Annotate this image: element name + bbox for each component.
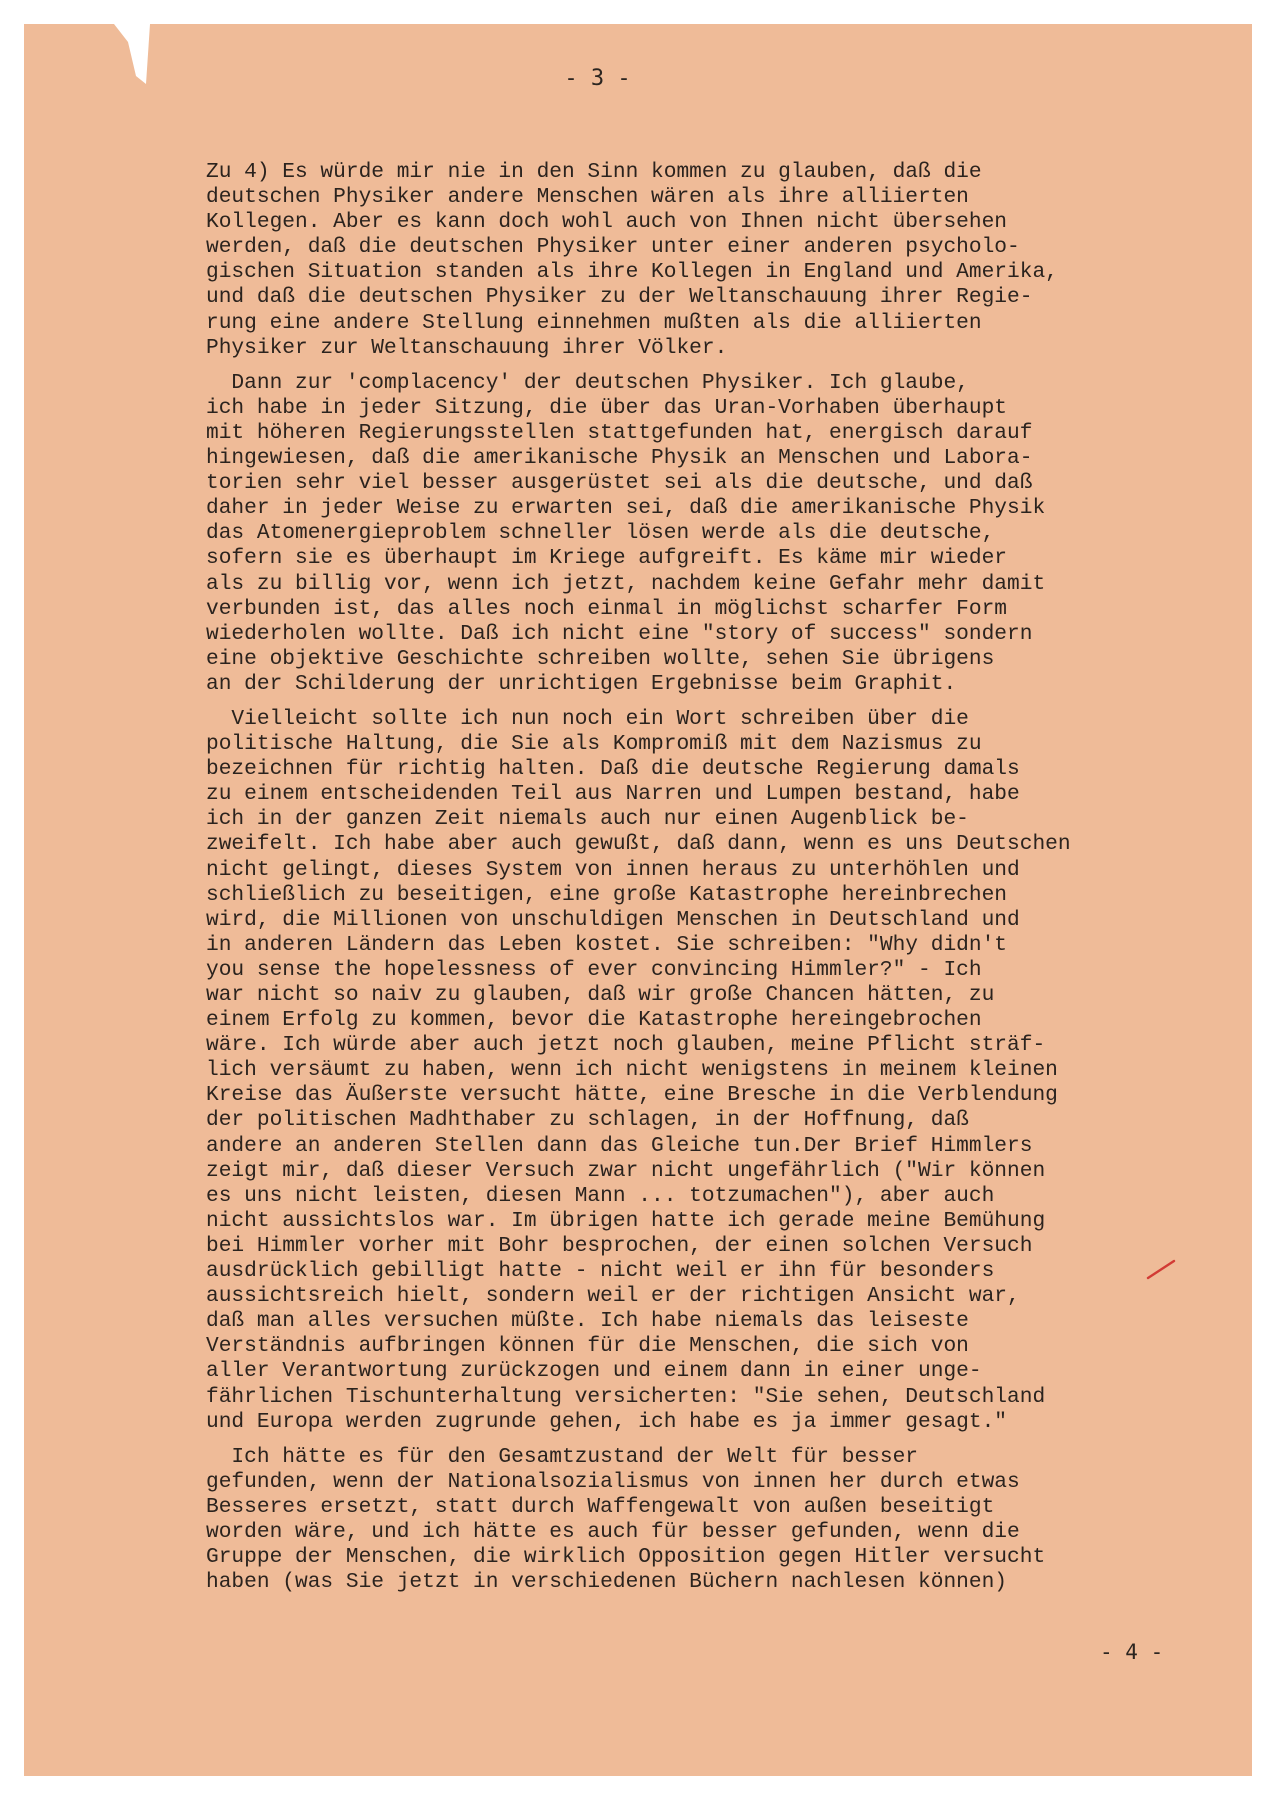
text-line: daß man alles versuchen müßte. Ich habe niemals das leiseste [206, 1309, 969, 1334]
text-line: mit höheren Regierungsstellen stattgefunden hat, energisch darauf [206, 420, 1033, 445]
text-line: zu einem entscheidenden Teil aus Narren und Lumpen bestand, habe [206, 782, 1020, 807]
text-line: schließlich zu beseitigen, eine große Katastrophe hereinbrechen [206, 882, 1008, 907]
text-line: gischen Situation standen als ihre Kollegen in England und Amerika, [206, 260, 1058, 285]
text-line: deutschen Physiker andere Menschen wären als ihre alliierten [206, 185, 969, 210]
text-line: politische Haltung, die Sie als Kompromiß mit dem Nazismus zu [206, 732, 982, 757]
text-line: Zu 4) Es würde mir nie in den Sinn kommen zu glauben, daß die [206, 160, 982, 184]
text-line: war nicht so naiv zu glauben, daß wir große Chancen hätten, zu [206, 983, 995, 1007]
text-line: Dann zur 'complacency' der deutschen Physiker. Ich glaube, [206, 370, 969, 395]
text-line: nicht aussichtslos war. Im übrigen hatte ich gerade meine Bemühung [206, 1208, 1046, 1233]
text-line: Vielleicht sollte ich nun noch ein Wort schreiben über die [206, 706, 969, 731]
text-line: Kollegen. Aber es kann doch wohl auch von Ihnen nicht übersehen [206, 210, 1008, 235]
text-line: lich versäumt zu haben, wenn ich nicht wenigstens in meinem kleinen [206, 1058, 1058, 1083]
text-line: worden wäre, und ich hätte es auch für besser gefunden, wenn die [206, 1519, 1020, 1544]
text-line: nicht gelingt, dieses System von innen heraus zu unterhöhlen und [206, 857, 1020, 882]
text-line: haben (was Sie jetzt in verschiedenen Büchern nachlesen können) [206, 1570, 1008, 1595]
paragraph-3 [206, 707, 1216, 1435]
text-line: bei Himmler vorher mit Bohr besprochen, der einen solchen Versuch [206, 1233, 1033, 1258]
text-line: ich in der ganzen Zeit niemals auch nur einen Augenblick be- [206, 807, 969, 832]
text-line: hingewiesen, daß die amerikanische Physik an Menschen und Labora- [206, 446, 1033, 471]
text-line: werden, daß die deutschen Physiker unter einer anderen psycholo- [206, 235, 1020, 260]
text-line: wiederholen wollte. Daß ich nicht eine "story of success" sondern [206, 621, 1033, 646]
text-line: das Atomenergieproblem schneller lösen werde als die deutsche, [206, 521, 995, 546]
text-line: eine objektive Geschichte schreiben wollte, sehen Sie übrigens [206, 646, 995, 671]
text-line: Physiker zur Weltanschauung ihrer Völker. [206, 335, 728, 360]
text-line: als zu billig vor, wenn ich jetzt, nachdem keine Gefahr mehr damit [206, 571, 1046, 596]
text-line: und daß die deutschen Physiker zu der Weltanschauung ihrer Regie- [206, 285, 1033, 310]
letter-body [206, 160, 1216, 1595]
text-line: ausdrücklich gebilligt hatte - nicht weil er ihn für besonders [206, 1259, 995, 1284]
text-line: daher in jeder Weise zu erwarten sei, daß die amerikanische Physik [206, 496, 1046, 521]
text-line: sofern sie es überhaupt im Kriege aufgreift. Es käme mir wieder [206, 546, 1008, 571]
text-line: aller Verantwortung zurückzogen und einem dann in einer unge- [206, 1359, 982, 1384]
text-line: Gruppe der Menschen, die wirklich Opposition gegen Hitler versucht [206, 1545, 1046, 1570]
text-line: Ich hätte es für den Gesamtzustand der Welt für besser [206, 1444, 919, 1469]
text-line: torien sehr viel besser ausgerüstet sei als die deutsche, und daß [206, 471, 1033, 496]
text-line: es uns nicht leisten, diesen Mann ... totzumachen"), aber auch [206, 1183, 995, 1208]
text-line: der politischen Madhthaber zu schlagen, in der Hoffnung, daß [206, 1108, 969, 1133]
continuation-marker: - 4 - [1100, 1640, 1164, 1664]
text-line: einem Erfolg zu kommen, bevor die Katastrophe hereingebrochen [206, 1008, 982, 1033]
paragraph-2 [206, 371, 1216, 697]
text-line: rung eine andere Stellung einnehmen mußten als die alliierten [206, 310, 982, 335]
text-line: ich habe in jeder Sitzung, die über das Uran-Vorhaben überhaupt [206, 395, 1008, 420]
text-line: an der Schilderung der unrichtigen Ergebnisse beim Graphit. [206, 671, 957, 696]
red-pen-mark [1146, 1258, 1176, 1280]
text-line: fährlichen Tischunterhaltung versicherten: "Sie sehen, Deutschland [206, 1384, 1046, 1409]
text-line: gefunden, wenn der Nationalsozialismus von innen her durch etwas [206, 1469, 1020, 1494]
text-line: und Europa werden zugrunde gehen, ich habe es ja immer gesagt." [206, 1409, 1008, 1434]
text-line: in anderen Ländern das Leben kostet. Sie schreiben: "Why didn't [206, 932, 1008, 957]
paragraph-4 [206, 1445, 1216, 1596]
text-line: Besseres ersetzt, statt durch Waffengewalt von außen beseitigt [206, 1494, 995, 1519]
paragraph-1 [206, 160, 1216, 361]
text-line: zweifelt. Ich habe aber auch gewußt, daß dann, wenn es uns Deutschen [206, 832, 1071, 857]
text-line: verbunden ist, das alles noch einmal in möglichst scharfer Form [206, 596, 1008, 621]
text-line: aussichtsreich hielt, sondern weil er der richtigen Ansicht war, [206, 1284, 1020, 1309]
text-line: Kreise das Äußerste versucht hätte, eine Bresche in die Verblendung [206, 1083, 1058, 1108]
page-number: - 3 - [564, 66, 631, 91]
text-line: andere an anderen Stellen dann das Gleiche tun.Der Brief Himmlers [206, 1133, 1033, 1158]
text-line: zeigt mir, daß dieser Versuch zwar nicht ungefährlich ("Wir können [206, 1158, 1046, 1183]
text-line: wird, die Millionen von unschuldigen Menschen in Deutschland und [206, 907, 1020, 932]
text-line: bezeichnen für richtig halten. Daß die deutsche Regierung damals [206, 757, 1020, 782]
text-line: Verständnis aufbringen können für die Menschen, die sich von [206, 1334, 969, 1359]
text-line: you sense the hopelessness of ever convincing Himmler?" - Ich [206, 957, 982, 982]
text-line: wäre. Ich würde aber auch jetzt noch glauben, meine Pflicht sträf- [206, 1033, 1046, 1058]
